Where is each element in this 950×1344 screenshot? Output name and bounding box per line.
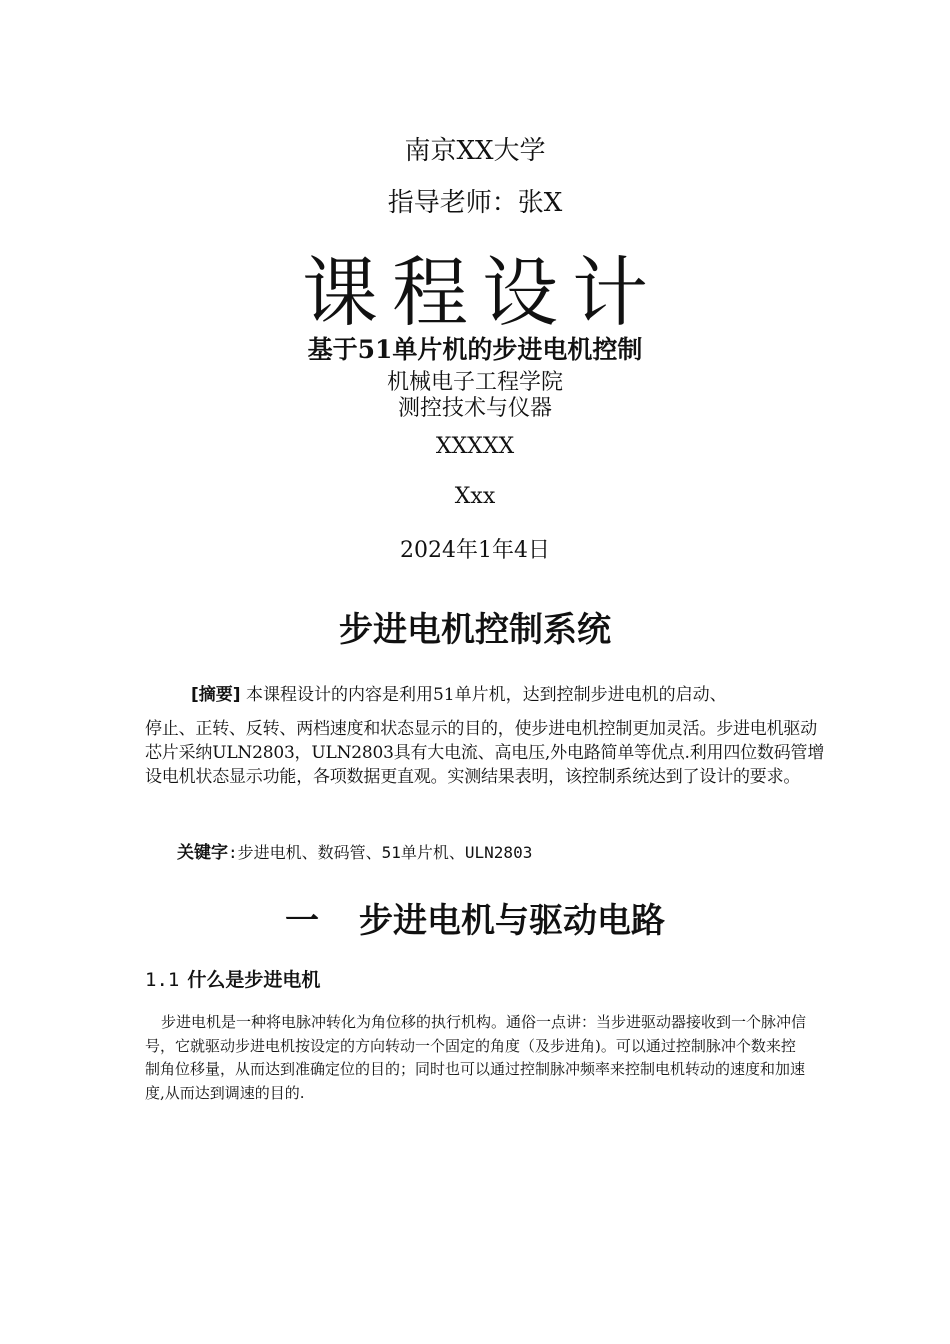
abstract-section [145, 683, 825, 789]
student-name: Xxx [454, 484, 496, 509]
project-title: 基于51单片机的步进电机控制 [307, 335, 643, 364]
submission-date: 2024年1年4日 [400, 538, 550, 563]
major-name: 测控技术与仪器 [397, 396, 552, 421]
college-name: 机械电子工程学院 [386, 370, 563, 395]
section-heading [145, 965, 320, 992]
abstract-first-text: 本课程设计的内容是利用51单片机，达到控制步进电机的启动、 [245, 685, 727, 705]
student-id: XXXXX [435, 434, 515, 459]
keywords-text: :步进电机、数码管、51单片机、ULN2803 [228, 843, 533, 862]
keywords-label: 关键字 [177, 843, 228, 863]
section-body-paragraph: 步进电机是一种将电脉冲转化为角位移的执行机构。通俗一点讲：当步进驱动器接收到一个脉冲信号，它就驱动步进电机按设定的方向转动一个固定的角度（及步进角)。可以通过控制脉冲个数来控制角位移量，从而达到准确定位的目的；同时也可以通过控制脉冲频率来控制电机转动的速度和加速度,从而达到调速的目的. [145, 1013, 807, 1102]
chapter-heading [0, 893, 950, 942]
abstract-body: 停止、正转、反转、两档速度和状态显示的目的，使步进电机控制更加灵活。步进电机驱动芯片采纳ULN2803，ULN2803具有大电流、高电压,外电路简单等优点.利用四位数码管增设电机状态显示功能，各项数据更直观。实测结果表明，该控制系统达到了设计的要求。 [145, 719, 825, 787]
chapter-title: 步进电机与驱动电路 [359, 901, 665, 941]
course-design-title: 课程设计 [302, 248, 662, 337]
abstract-first-line [145, 683, 825, 707]
section-number: 1.1 [145, 969, 180, 991]
abstract-label: [摘要] [191, 685, 241, 705]
chapter-number: 一 [285, 901, 319, 941]
university-name: 南京XX大学 [404, 136, 546, 166]
section-title: 什么是步进电机 [187, 969, 321, 991]
keywords-line [177, 838, 532, 863]
advisor-line: 指导老师：张X [387, 188, 563, 218]
paper-title: 步进电机控制系统 [339, 610, 611, 650]
